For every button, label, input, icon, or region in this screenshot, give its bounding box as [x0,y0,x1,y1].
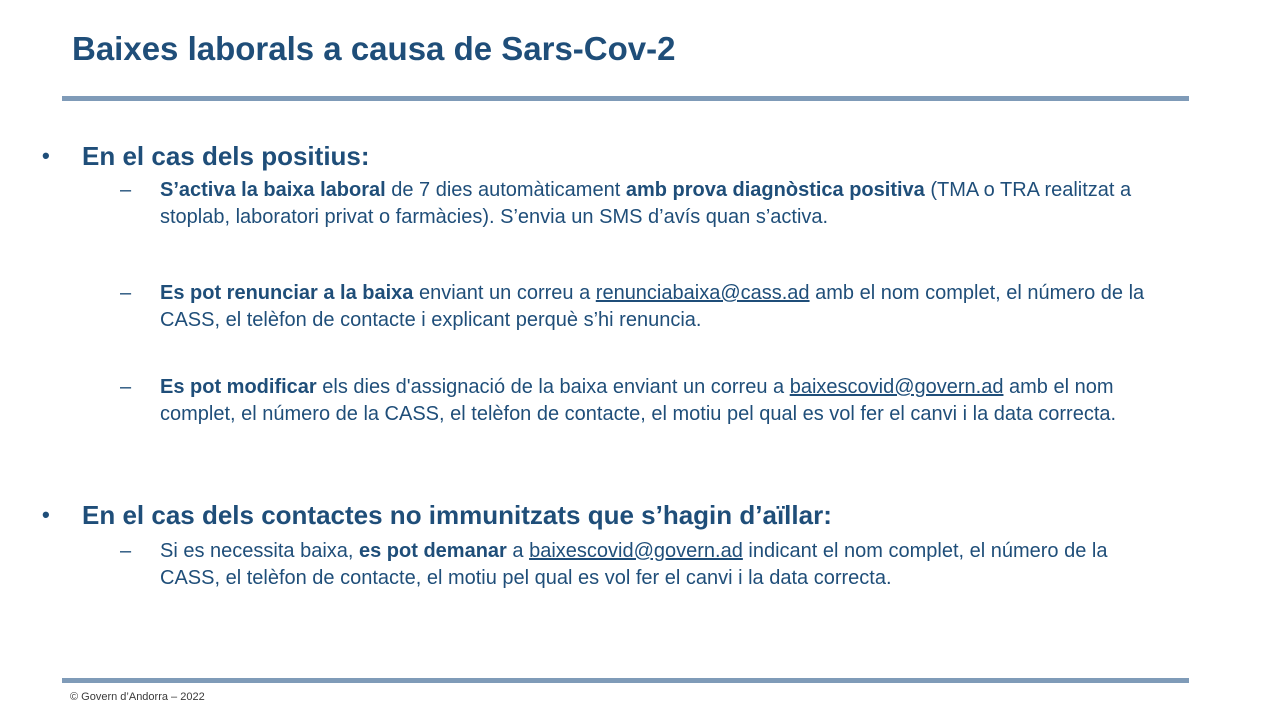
plain-text: enviant un correu a [413,282,596,304]
page-title: Baixes laborals a causa de Sars-Cov-2 [72,30,676,67]
email-link-baixescovid[interactable]: baixescovid@govern.ad [529,540,743,562]
footer-copyright: © Govern d’Andorra – 2022 [70,691,205,703]
dash-marker: – [120,282,132,304]
bold-text: amb prova diagnòstica positiva [625,179,925,201]
email-link-baixescovid[interactable]: baixescovid@govern.ad [789,376,1004,398]
bullet-label: En el cas dels positius: [82,141,370,171]
sub-item-modificar [120,374,1160,428]
bullet-dot: • [42,502,50,527]
bold-text: S’activa la baixa laboral [160,179,386,201]
email-link-renunciabaixa[interactable]: renunciabaixa@cass.ad [595,282,810,304]
plain-text: amb el nom complet, el número de la CASS, el telèfon de contacte i explicant perquè s’hi renuncia. [160,282,1145,331]
sub-item-text [160,538,1160,592]
sub-item-text [160,280,1160,334]
sub-item-text [160,374,1160,428]
dash-marker: – [120,376,132,398]
bullet-dot: • [42,143,50,168]
header-divider [62,96,1189,101]
plain-text: amb el nom complet, el número de la CASS, el telèfon de contacte, el motiu pel qual es vol fer el canvi i la data correcta. [160,376,1117,425]
plain-text: de 7 dies automàticament [385,179,626,201]
sub-item-text [160,177,1160,231]
plain-text: Si es necessita baixa, [160,540,359,562]
sub-item-activa-baixa [120,177,1160,231]
footer-divider [62,678,1189,683]
plain-text: a [506,540,530,562]
dash-marker: – [120,179,132,201]
plain-text: (TMA o TRA realitzat a stoplab, laboratori privat o farmàcies). S’envia un SMS d’avís quan s’activa. [160,179,1132,228]
plain-text: indicant el nom complet, el número de la CASS, el telèfon de contacte, el motiu pel qual es vol fer el canvi i la data correcta. [160,540,1108,589]
plain-text: els dies d'assignació de la baixa enviant un correu a [316,376,790,398]
bold-text: es pot demanar [359,540,507,562]
sub-item-renunciar [120,280,1160,334]
bold-text: Es pot modificar [160,376,317,398]
bullet-label: En el cas dels contactes no immunitzats que s’hagin d’aïllar: [82,500,832,530]
dash-marker: – [120,540,132,562]
sub-item-demanar [120,538,1160,592]
bold-text: Es pot renunciar a la baixa [160,282,414,304]
